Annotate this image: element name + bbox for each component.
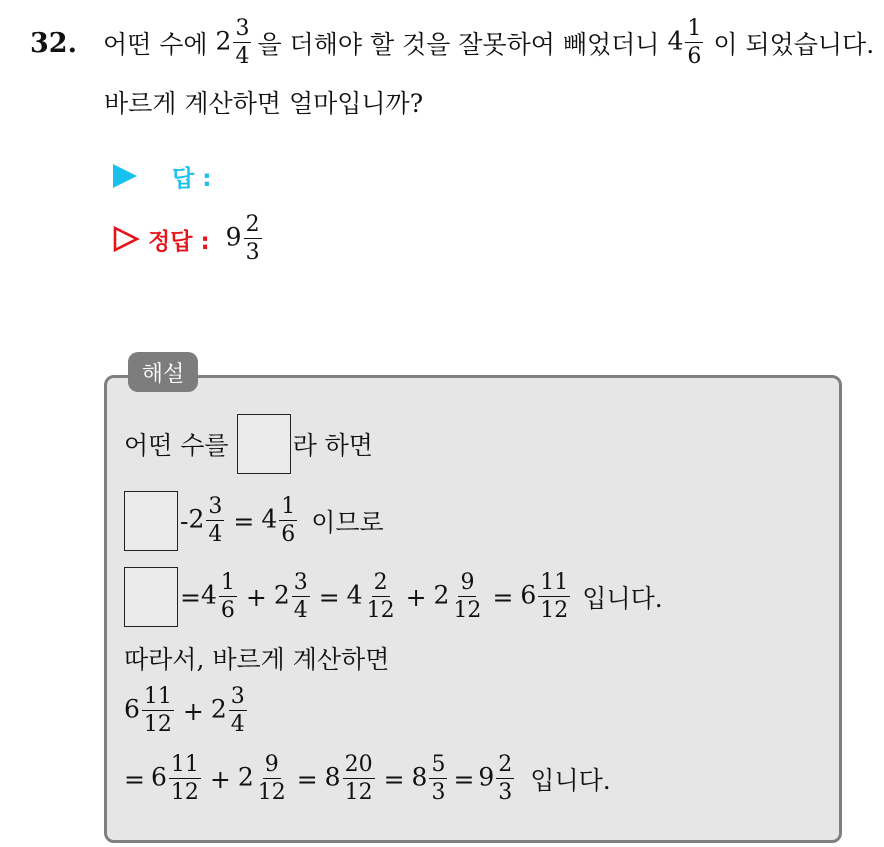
solution-text: 어떤 수를 (124, 431, 229, 460)
correct-answer-row (112, 208, 264, 270)
mixed-number: 4 $\frac{2}{12}$ (346, 570, 395, 623)
solution-line-3: = 4 $\frac{1}{6}$ + 2 $\frac{3}{4}$ = 4 $\frac{2}{12}$ + 2 $\frac{9}{12}$ = 6 $\frac{11}{12}$ 입니다. (124, 566, 663, 628)
mixed-number: 2 $\frac{3}{4}$ (210, 684, 245, 737)
question-text-3: 이 되었습니다. (713, 30, 875, 59)
solution-tab: 해설 (128, 352, 198, 392)
answer-label: 답 : (172, 165, 212, 192)
play-outline-icon (112, 225, 140, 253)
solution-line-4: 따라서, 바르게 계산하면 (124, 645, 390, 674)
blank-box (124, 567, 178, 627)
solution-text: 이므로 (311, 508, 384, 537)
mixed-number: 6 $\frac{11}{12}$ (124, 684, 172, 737)
question-line-2: 바르게 계산하면 얼마입니까? (104, 89, 424, 118)
mixed-number: 2 $\frac{9}{12}$ (433, 570, 482, 623)
question-text-1: 어떤 수에 (102, 30, 208, 59)
question-text-2: 을 더해야 할 것을 잘못하여 빼었더니 (257, 30, 660, 59)
mixed-number: 2 $\frac{3}{4}$ (273, 570, 308, 623)
solution-line-5: 6 $\frac{11}{12}$ + 2 $\frac{3}{4}$ (124, 680, 249, 742)
question-line-1 (30, 12, 874, 74)
solution-text: 입니다. (530, 766, 611, 795)
mixed-number: 2 $\frac{9}{12}$ (237, 752, 286, 805)
blank-box (124, 491, 178, 551)
mixed-number: 2 $\frac{3}{4}$ (188, 494, 223, 547)
mixed-number: 2 $\frac{3}{4}$ (215, 16, 250, 69)
correct-answer-value: 9 $\frac{2}{3}$ (225, 212, 260, 265)
play-filled-icon (112, 163, 138, 189)
mixed-number: 4 $\frac{1}{6}$ (667, 16, 702, 69)
mixed-number: 8 $\frac{20}{12}$ (324, 752, 373, 805)
solution-text: 라 하면 (292, 431, 373, 460)
blank-box (237, 414, 291, 474)
solution-text: 입니다. (582, 584, 663, 613)
mixed-number: 8 $\frac{5}{3}$ (411, 752, 446, 805)
mixed-number: 6 $\frac{11}{12}$ (520, 570, 569, 623)
mixed-number: 4 $\frac{1}{6}$ (261, 494, 296, 547)
solution-line-6: = 6 $\frac{11}{12}$ + 2 $\frac{9}{12}$ = 8 $\frac{20}{12}$ = 8 $\frac{5}{3}$ = 9 $\frac{2}{3}$ 입니다. (124, 752, 611, 805)
question-number: 32. (30, 27, 77, 59)
mixed-number: 9 $\frac{2}{3}$ (478, 752, 513, 805)
solution-line-1 (124, 414, 373, 474)
mixed-number: 6 $\frac{11}{12}$ (150, 752, 199, 805)
mixed-number: 4 $\frac{1}{6}$ (200, 570, 235, 623)
answer-row (112, 158, 211, 194)
solution-line-2: - 2 $\frac{3}{4}$ = 4 $\frac{1}{6}$ 이므로 (124, 490, 384, 552)
correct-answer-label: 정답 : (148, 228, 210, 255)
